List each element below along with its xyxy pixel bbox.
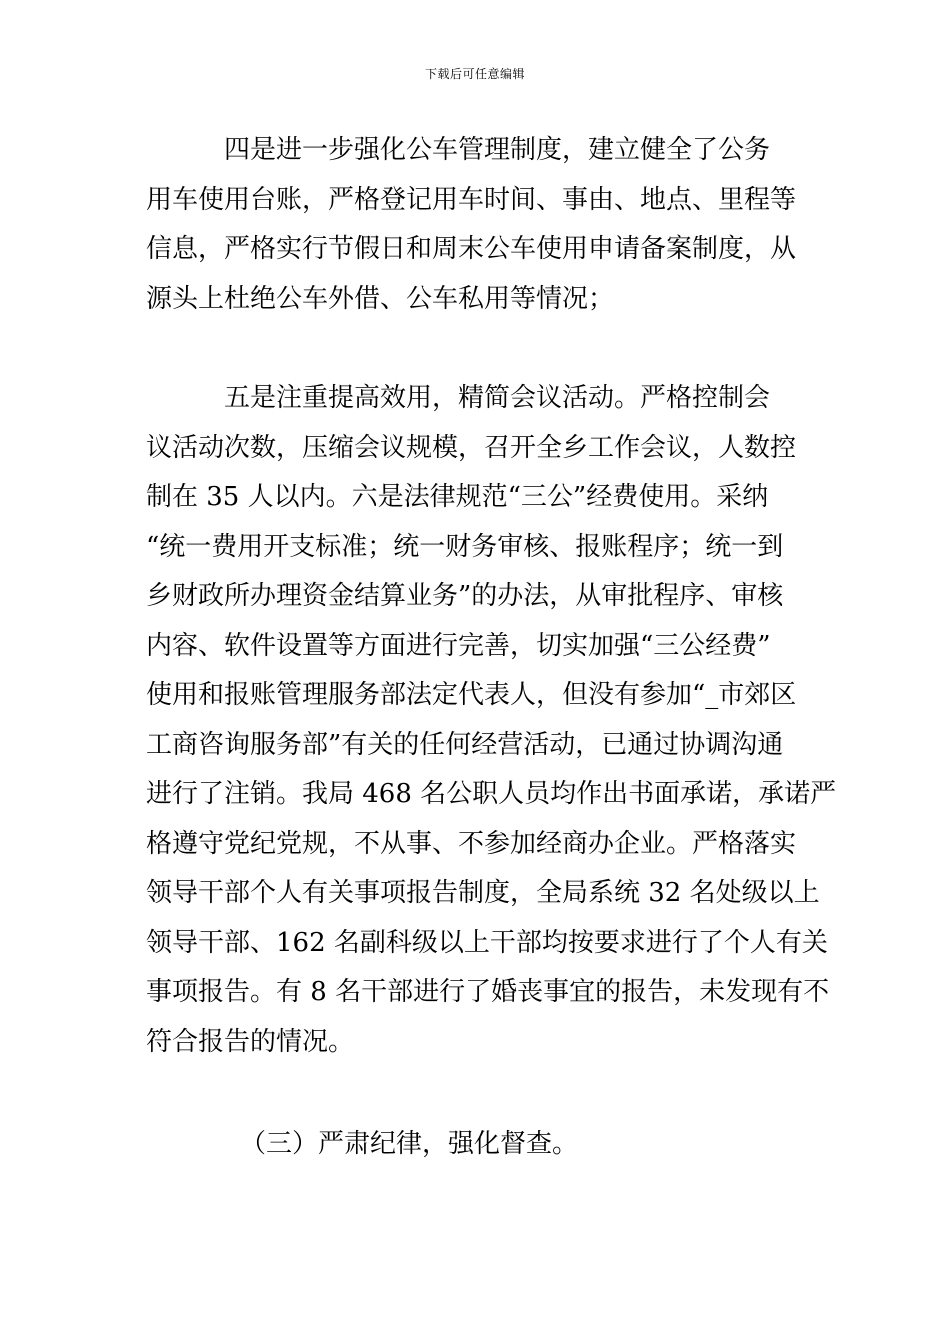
paragraph-2	[146, 374, 837, 1067]
paragraph-line: 符合报告的情况。	[146, 1026, 355, 1057]
paragraph-line: 信息，严格实行节假日和周末公车使用申请备案制度，从	[146, 234, 797, 264]
paragraph-line: 制在 35 人以内。六是法律规范“三公”经费使用。采纳	[146, 482, 769, 512]
paragraph-line: 内容、软件设置等方面进行完善，切实加强“三公经费”	[146, 630, 771, 661]
paragraph-line: 事项报告。有 8 名干部进行了婚丧事宜的报告，未发现有不	[146, 977, 830, 1007]
paragraph-line: 进行了注销。我局 468 名公职人员均作出书面承诺，承诺严	[146, 779, 837, 809]
paragraph-line: 用车使用台账，严格登记用车时间、事由、地点、里程等	[146, 184, 797, 215]
paragraph-line: 源头上杜绝公车外借、公车私用等情况；	[146, 283, 615, 314]
paragraph-1	[146, 126, 810, 324]
paragraph-line: 领导干部、162 名副科级以上干部均按要求进行了个人有关	[146, 927, 828, 958]
page-header-note: 下载后可任意编辑	[424, 67, 525, 81]
paragraph-line: 四是进一步强化公车管理制度，建立健全了公务	[146, 135, 771, 165]
paragraph-line: 乡财政所办理资金结算业务”的办法，从审批程序、审核	[146, 581, 784, 611]
section-heading: （三）严肃纪律，强化督查。	[240, 1129, 579, 1159]
paragraph-line: 使用和报账管理服务部法定代表人，但没有参加“_市郊区	[146, 680, 797, 710]
paragraph-line: 领导干部个人有关事项报告制度，全局系统 32 名处级以上	[146, 878, 820, 908]
paragraph-line: 格遵守党纪党规，不从事、不参加经商办企业。严格落实	[146, 828, 797, 859]
paragraph-line: 五是注重提高效用，精简会议活动。严格控制会	[146, 383, 771, 413]
paragraph-line: “统一费用开支标准；统一财务审核、报账程序；统一到	[146, 531, 784, 562]
paragraph-line: 议活动次数，压缩会议规模，召开全乡工作会议，人数控	[146, 432, 797, 463]
paragraph-line: 工商咨询服务部”有关的任何经营活动，已通过协调沟通	[146, 729, 784, 760]
